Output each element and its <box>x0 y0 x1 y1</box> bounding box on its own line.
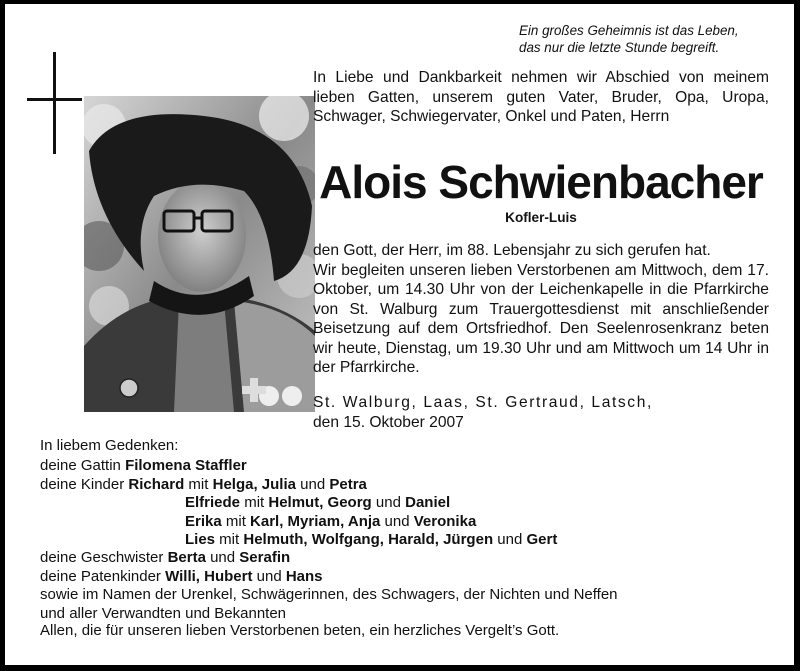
mourner-row <box>40 605 780 623</box>
mourner-relation: sowie im Namen der Urenkel, Schwägerinnen, des Schwagers, der Nichten und Neffen <box>40 586 618 604</box>
mourner-name: Berta <box>167 549 206 567</box>
mourner-name: Helga, Julia <box>212 475 296 493</box>
mourner-name: Gert <box>526 531 558 549</box>
motto-line-2: das nur die letzte Stunde begreift. <box>519 40 720 55</box>
mourner-name: Helmut, Georg <box>268 494 372 512</box>
place-and-date <box>313 393 769 432</box>
intro-text: In Liebe und Dankbarkeit nehmen wir Abschied von meinem lieben Gatten, unserem guten Vater, Bruder, Opa, Uropa, Schwager, Schwiegervater, Onkel und Paten, Herrn <box>313 69 769 125</box>
mourner-row <box>40 494 780 512</box>
obituary-notice <box>5 4 794 665</box>
mourner-relation: mit <box>240 494 269 512</box>
mourners-list <box>40 437 780 623</box>
mourner-relation: und <box>252 567 286 585</box>
mourner-relation: und aller Verwandten und Bekannten <box>40 604 287 622</box>
mourner-name: Daniel <box>405 494 451 512</box>
mourner-name: Willi, Hubert <box>165 567 253 585</box>
mourner-relation: und <box>295 475 330 493</box>
mourners-rows <box>40 457 780 623</box>
motto-quote <box>519 22 789 56</box>
mourner-relation: und <box>493 531 527 549</box>
mourner-name: Serafin <box>239 549 291 567</box>
mourner-name: Helmuth, Wolfgang, Harald, Jürgen <box>243 531 494 549</box>
funeral-details-text: Wir begleiten unseren lieben Verstorbenen am Mittwoch, dem 17. Oktober, um 14.30 Uhr von der Leichenkapelle in die Pfarrkirche von St. Walburg zum Trauergottesdienst mit anschließender Beisetzung auf dem Ortsfriedhof. Den Seelenrosenkranz beten wir heute, Dienstag, um 19.30 Uhr und am Mittwoch um 14 Uhr in der Pfarrkirche. <box>313 261 769 376</box>
mourner-relation: mit <box>184 475 213 493</box>
called-home-text: den Gott, der Herr, im 88. Lebensjahr zu sich gerufen hat. <box>313 242 711 259</box>
mourner-name: Erika <box>185 512 222 530</box>
mourner-name: Richard <box>128 475 185 493</box>
motto-line-1: Ein großes Geheimnis ist das Leben, <box>519 23 739 38</box>
mourner-relation: und <box>205 549 240 567</box>
mourner-relation: deine Geschwister <box>40 549 168 567</box>
date-text: den 15. Oktober 2007 <box>313 413 464 431</box>
mourner-row <box>40 586 780 604</box>
mourner-relation: mit <box>215 531 244 549</box>
mourner-row <box>40 568 780 586</box>
mourner-name: Petra <box>329 475 367 493</box>
portrait-image <box>84 96 315 412</box>
mourners-heading: In liebem Gedenken: <box>40 437 179 454</box>
mourner-name: Karl, Myriam, Anja <box>250 512 381 530</box>
announcement-body <box>313 241 769 378</box>
mourner-relation: deine Kinder <box>40 475 129 493</box>
mourner-relation: und <box>380 512 414 530</box>
closing-thanks: Allen, die für unseren lieben Verstorbenen beten, ein herzliches Vergelt’s Gott. <box>40 622 560 639</box>
mourner-row <box>40 549 780 567</box>
cross-horizontal-bar <box>27 98 82 101</box>
mourner-name: Lies <box>185 531 216 549</box>
cross-vertical-bar <box>53 52 56 154</box>
mourner-relation: deine Patenkinder <box>40 567 166 585</box>
mourner-relation: mit <box>221 512 251 530</box>
places-text: St. Walburg, Laas, St. Gertraud, Latsch, <box>313 394 653 411</box>
mourner-relation: deine Gattin <box>40 457 126 475</box>
mourner-name: Veronika <box>413 512 477 530</box>
portrait-photo <box>84 96 315 412</box>
deceased-nickname: Kofler-Luis <box>505 210 577 225</box>
mourner-name: Filomena Staffler <box>125 457 247 475</box>
deceased-name: Alois Schwienbacher <box>319 156 763 208</box>
mourner-relation: und <box>371 494 406 512</box>
mourner-row <box>40 513 780 531</box>
mourner-name: Hans <box>285 567 323 585</box>
mourner-row <box>40 531 780 549</box>
mourner-name: Elfriede <box>185 494 241 512</box>
mourner-row <box>40 457 780 475</box>
mourner-row <box>40 476 780 494</box>
